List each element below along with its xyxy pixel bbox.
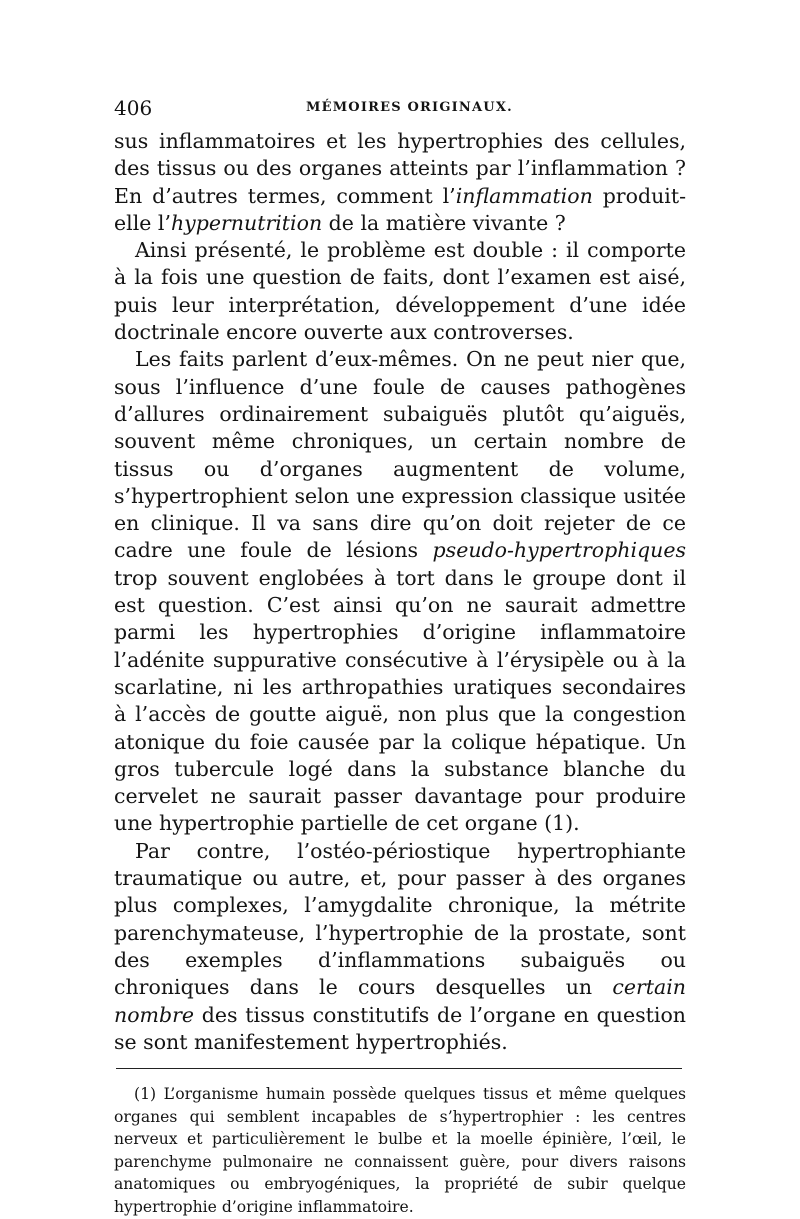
running-title: MÉMOIRES ORIGINAUX. [306, 100, 513, 115]
footnote: (1) L’organisme humain possède quelques tissus et même quelques organes qui semblent incapables de s’hypertrophier : les centres nerveux et particulièrement le bulbe et la moelle épinière, l’œil, le parenchyme pulmonaire ne connaissent guère, pour divers raisons anatomiques ou embryogéniques, la propriété de subir quelque hypertrophie d’origine inflammatoire. [114, 1085, 686, 1217]
paragraph-4: Par contre, l’ostéo-périostique hypertrophiante traumatique ou autre, et, pour passer à des organes plus complexes, l’amygdalite chronique, la métrite parenchymateuse, l’hypertrophie de la prostate, sont des exemples d’inflammations subaiguës ou chroniques dans le cours desquelles un certain nombre des tissus constitutifs de l’organe en question se sont manifestement hypertrophiés. [114, 838, 686, 1054]
running-head [114, 96, 686, 126]
footnote-rule [116, 1068, 682, 1069]
paragraph-3: Les faits parlent d’eux-mêmes. On ne peut nier que, sous l’influence d’une foule de causes pathogènes d’allures ordinairement subaiguës plutôt qu’aiguës, souvent même chroniques, un certain nombre de tissus ou d’organes augmentent de volume, s’hypertrophient selon une expression classique usitée en clinique. Il va sans dire qu’on doit rejeter de ce cadre une foule de lésions pseudo-hypertrophiques trop souvent englobées à tort dans le groupe dont il est question. C’est ainsi qu’on ne saurait admettre parmi les hypertrophies d’origine inflammatoire l’adénite suppurative consécutive à l’érysipèle ou à la scarlatine, ni les arthropathies uratiques secondaires à l’accès de goutte aiguë, non plus que la congestion atonique du foie causée par la colique hépatique. Un gros tubercule logé dans la substance blanche du cervelet ne saurait passer davantage pour produire une hypertrophie partielle de cet organe (1). [114, 347, 686, 836]
paragraph-2: Ainsi présenté, le problème est double : il comporte à la fois une question de faits, dont l’examen est aisé, puis leur interprétation, développement d’une idée doctrinale encore ouverte aux controverses. [114, 238, 686, 345]
book-page [114, 96, 686, 1219]
body-text [114, 126, 686, 1056]
page-number: 406 [114, 96, 153, 120]
paragraph-1: sus inflammatoires et les hypertrophies des cellules, des tissus ou des organes atteints par l’inflammation ? En d’autres termes, comment l’inflammation produit-elle l’hypernutrition de la matière vivante ? [114, 129, 686, 235]
